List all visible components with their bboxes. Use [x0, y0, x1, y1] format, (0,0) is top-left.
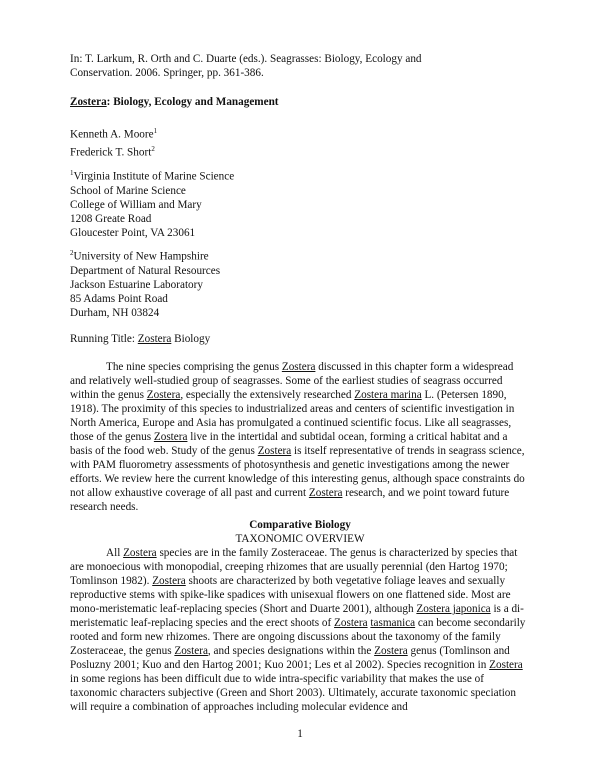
author-1: Kenneth A. Moore$^1$ [70, 127, 158, 141]
running-title: Running Title: Zostera Biology [70, 333, 211, 345]
author-2: Frederick T. Short$^2$ [70, 144, 155, 159]
body-paragraph: All Zostera species are in the family Zosteraceae. The genus is characterized by species that are monoecious with monopodial, creeping rhizomes that are usually perennial (den Hartog 1970; Tomlinson 1982). Zostera shoots are characterized by both vegetative foliage leaves and sexually reproductive stems with spike-like spadices with unisexual flowers on one flattened side. Most are mono-meristematic leaf-replacing species (Short and Duarte 2001), although Zostera japonica is a di-meristematic leaf-replacing species and the erect shoots of Zostera tasmanica can become secondarily rooted and form new rhizomes. There are ongoing discussions about the taxonomy of the family Zosteraceae, the genus Zostera, and species designations within the Zostera genus (Tomlinson and Posluzny 2001; Kuo and den Hartog 2001; Kuo 2001; Les et al 2002). Species recognition in Zostera in some regions has been difficult due to wide intra-specific variability that makes the use of taxonomic characters subjective (Green and Short 2003). Ultimately, accurate taxonomic speciation will require a combination of approaches including molecular evidence and [70, 547, 526, 713]
author-list [70, 124, 530, 159]
citation [70, 52, 530, 80]
affiliation-2: $^2$University of New Hampshire Department of Natural Resources Jackson Estuarine Laboratory 85 Adams Point Road Durham, NH 03824 [70, 249, 221, 319]
section-heading: Comparative Biology [249, 519, 351, 531]
title-genus: Zostera [70, 96, 107, 108]
citation-line-2: Conservation. 2006. Springer, pp. 361-386. [70, 67, 264, 79]
title-rest: : Biology, Ecology and Management [106, 96, 279, 108]
paper-title [70, 95, 530, 109]
abstract-paragraph: The nine species comprising the genus Zostera discussed in this chapter form a widespread and relatively well-studied group of seagrasses. Some of the earliest studies of seagrass occurred within the genus Zostera, especially the extensively researched Zostera marina L. (Petersen 1890, 1918). The proximity of this species to industrialized areas and centers of scientific investigation in North America, Europe and Asia has promulgated a continued scientific focus. Like all seagrasses, those of the genus Zostera live in the intertidal and subtidal ocean, forming a critical habitat and a basis of the food web. Study of the genus Zostera is itself representative of trends in seagrass science, with PAM fluorometry assessments of photosynthesis and genetic investigations among the newer efforts. We review here the current knowledge of this interesting genus, although space constraints do not allow exhaustive coverage of all past and current Zostera research, and we point toward future research needs. [70, 361, 525, 513]
page-number: 1 [297, 728, 303, 740]
affiliation-1: $^1$Virginia Institute of Marine Science School of Marine Science College of William and Mary 1208 Greate Road Gloucester Point, VA 23061 [70, 169, 235, 239]
subsection-heading: TAXONOMIC OVERVIEW [235, 533, 365, 545]
citation-line-1: In: T. Larkum, R. Orth and C. Duarte (eds.). Seagrasses: Biology, Ecology and [70, 53, 422, 65]
